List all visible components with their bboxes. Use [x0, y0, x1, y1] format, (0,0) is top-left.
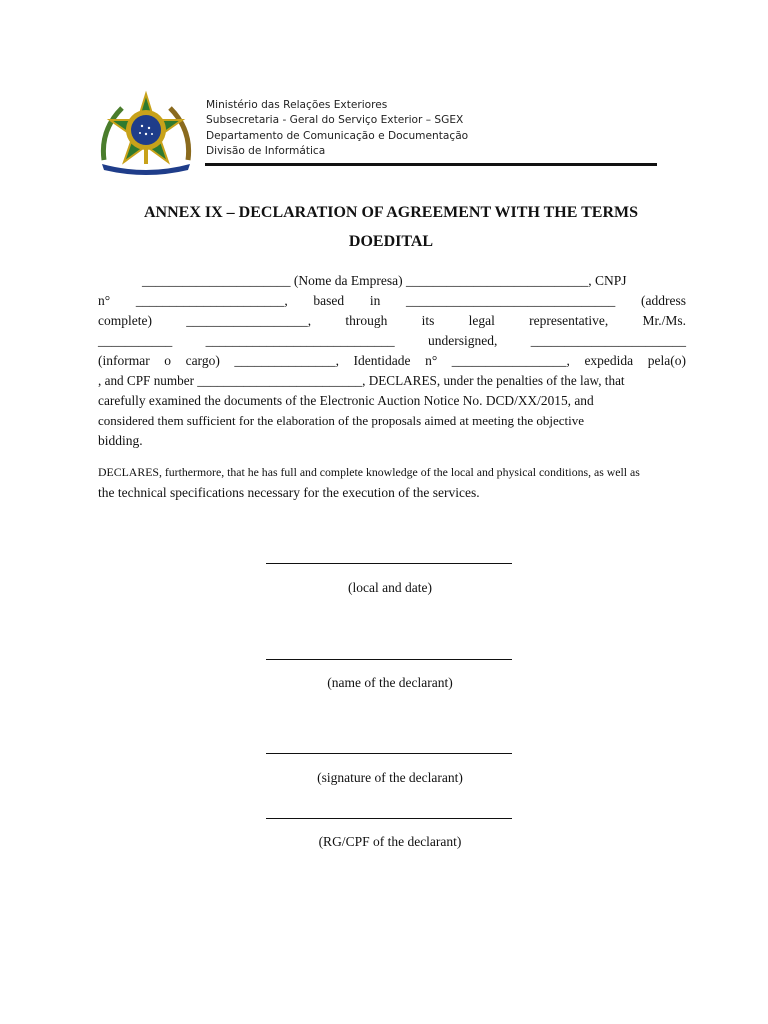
word: expedida — [584, 353, 634, 368]
body-line-9: bidding. — [98, 433, 143, 448]
word: o — [164, 353, 172, 368]
local-date-line — [266, 563, 512, 564]
letterhead-text — [206, 98, 468, 159]
word: complete) — [98, 313, 152, 328]
word: (informar — [98, 353, 150, 368]
word: _______________________________ — [406, 293, 616, 308]
body-line-7: carefully examined the documents of the Electronic Auction Notice No. DCD/XX/2015, and — [98, 393, 594, 408]
body-line-4 — [98, 333, 686, 349]
word: in — [369, 293, 381, 308]
word: ____________________________ — [205, 333, 395, 348]
declares-furthermore-line-1: DECLARES, furthermore, that he has full and complete knowledge of the local and physical conditions, as well as — [98, 465, 640, 479]
word: n° — [425, 353, 438, 368]
word: __________________, — [186, 313, 312, 328]
department-name: Departamento de Comunicação e Documentação — [206, 129, 469, 142]
brazil-coat-of-arms-emblem — [96, 90, 196, 176]
body-line-6: , and CPF number _________________________, DECLARES, under the penalties of the law, that — [98, 373, 625, 388]
word: cargo) — [185, 353, 220, 368]
declarant-name-label: (name of the declarant) — [327, 675, 453, 690]
declarant-name-line — [266, 659, 512, 660]
document-title-line1: ANNEX IX – DECLARATION OF AGREEMENT WITH THE TERMS — [143, 204, 638, 221]
letterhead-rule — [205, 163, 657, 166]
body-line-8: considered them sufficient for the elaboration of the proposals aimed at meeting the objective — [98, 413, 585, 428]
document-title-line2: DOEDITAL — [348, 233, 434, 250]
word: ___________ — [98, 333, 173, 348]
word: representative, — [529, 313, 609, 328]
body-line-2 — [98, 293, 686, 309]
declarant-signature-label: (signature of the declarant) — [317, 770, 463, 785]
word: _______________, — [234, 353, 339, 368]
division-name: Divisão de Informática — [206, 144, 326, 157]
word: _______________________ — [530, 333, 686, 348]
word: Identidade — [353, 353, 411, 368]
declarant-rg-cpf-line — [266, 818, 512, 819]
word: _________________, — [451, 353, 570, 368]
body-line-3 — [98, 313, 686, 329]
word: through — [345, 313, 388, 328]
declarant-signature-line — [266, 753, 512, 754]
local-date-label: (local and date) — [348, 580, 432, 595]
body-line-5 — [98, 353, 686, 369]
word: (address — [640, 293, 686, 308]
word: n° — [98, 293, 111, 308]
word: pela(o) — [647, 353, 686, 368]
word: its — [421, 313, 435, 328]
letterhead — [96, 86, 678, 182]
subsecretariat-name: Subsecretaria - Geral do Serviço Exterior – SGEX — [206, 114, 464, 127]
word: undersigned, — [428, 333, 498, 348]
word: ______________________, — [135, 293, 288, 308]
declares-furthermore-line-2: the technical specifications necessary for the execution of the services. — [98, 485, 480, 500]
declarant-rg-cpf-label: (RG/CPF of the declarant) — [318, 834, 462, 849]
word: legal — [468, 313, 495, 328]
body-line-1: ______________________ (Nome da Empresa) ___________________________, CNPJ — [142, 273, 627, 288]
word: Mr./Ms. — [642, 313, 686, 328]
word: based — [313, 293, 345, 308]
ministry-name: Ministério das Relações Exteriores — [206, 99, 388, 111]
